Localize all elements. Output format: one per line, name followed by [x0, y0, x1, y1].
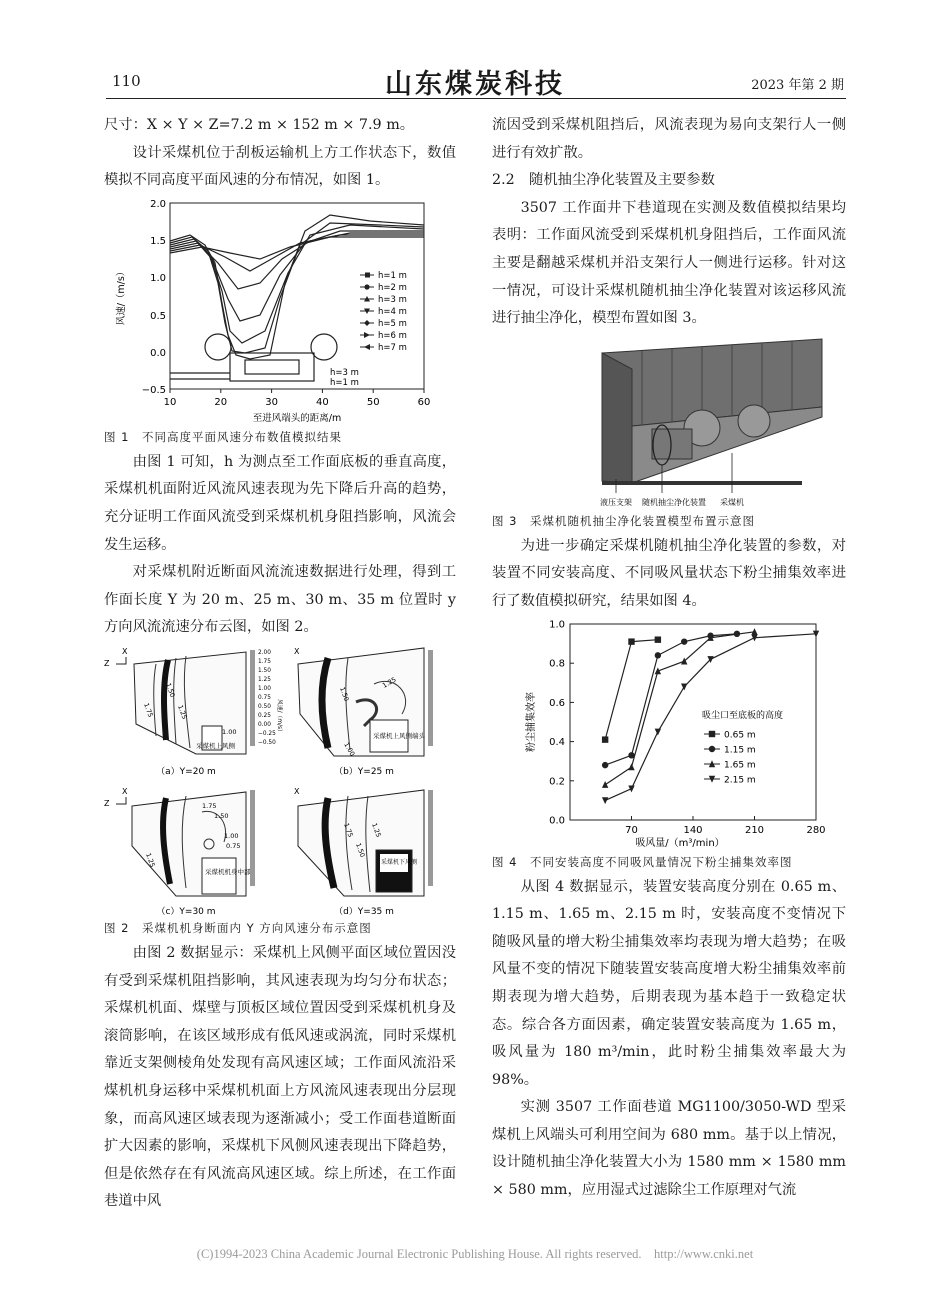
- section-heading: 2.2 随机抽尘净化装置及主要参数: [492, 172, 715, 189]
- figure-4-caption: 图 4 不同安装高度不同吸风量情况下粉尘捕集效率图: [492, 854, 793, 869]
- fig1-legend-label: h=5 m: [378, 318, 407, 329]
- fig1-x-ticks: [170, 389, 424, 393]
- fig1-legend-label: h=4 m: [378, 306, 407, 317]
- fig1-legend-label: h=6 m: [378, 330, 407, 341]
- fig2-contour-label: 1.75: [142, 701, 155, 719]
- fig4-legend-label: 1.15 m: [724, 745, 756, 756]
- fig4-y-axis-label: 粉尘捕集效率: [526, 691, 537, 752]
- fig2-colorbar-tick: 0.25: [258, 712, 271, 719]
- fig4-legend-marker: [709, 730, 715, 736]
- fig4-x-axis-label: 吸风量/（m³/min）: [635, 837, 725, 849]
- fig2-contour-label: 1.25: [176, 703, 189, 721]
- fig1-x-tick-label: 60: [417, 396, 431, 408]
- fig2-contour-label: 1.50: [214, 811, 229, 820]
- copyright-footer: (C)1994-2023 China Academic Journal Electronic Publishing House. All rights reserved. http://www.cnki.net: [196, 1247, 754, 1261]
- fig2-contour-label: 1.25: [381, 675, 398, 690]
- fig1-y-tick-label: 1.5: [150, 235, 166, 247]
- fig2-panel-d: [294, 787, 433, 917]
- paragraph: 对采煤机附近断面风流流速数据进行处理，得到工作面长度 Y 为 20 m、25 m、30 m、35 m 位置时 y 方向风流流速分布云图，如图 2。: [104, 564, 456, 636]
- fig4-x-tick-label: 140: [683, 824, 703, 836]
- fig1-annotation: h=3 m: [330, 367, 359, 378]
- fig4-y-tick-label: 1.0: [549, 619, 565, 631]
- fig1-y-tick-label: 0.0: [150, 347, 166, 359]
- fig1-x-tick-label: 50: [366, 396, 380, 408]
- fig4-legend-marker: [709, 745, 715, 751]
- fig2-panel-label: （c）Y=30 m: [156, 906, 216, 917]
- fig2-colorbar: [250, 650, 284, 746]
- issue-label: 2023 年第 2 期: [751, 78, 844, 93]
- right-column: [492, 112, 846, 1205]
- fig4-y-tick-label: 0.8: [549, 658, 565, 670]
- fig1-legend-label: h=2 m: [378, 282, 407, 293]
- figure-2-caption: 图 2 采煤机机身断面内 Y 方向风速分布示意图: [104, 920, 372, 935]
- paragraph: 由图 2 数据显示：采煤机上风侧平面区域位置因没有受到采煤机阻挡影响，其风速表现为均匀分布状态；采煤机机面、煤壁与顶板区域位置因受到采煤机机身及滚筒影响，在该区域形成有低风速或涡流，同时采煤机靠近支架侧棱角处发现有高风速区域；工作面风流沿采煤机机身运移中采煤机机面上方风流风速表现出分层现象，而高风速区域表现为逐渐减小；受工作面巷道断面扩大因素的影响，采煤机下风侧风速表现出下降趋势，但是依然存在有风流高风速区域。综上所述，在工作面巷道中风: [104, 944, 456, 1210]
- header-rule: [106, 98, 846, 99]
- fig2-contour-label: 1.75: [202, 801, 217, 810]
- fig2-contour-label: 0.75: [226, 841, 241, 850]
- fig2-colorbar-tick: 1.00: [258, 685, 271, 692]
- fig2-contour-label: 1.50: [338, 685, 351, 703]
- fig4-data-point: [628, 638, 634, 644]
- fig4-data-point: [655, 728, 661, 735]
- fig4-data-point: [602, 781, 608, 788]
- fig2-panel-label: （d）Y=35 m: [334, 906, 394, 917]
- fig2-panel-label: （a）Y=20 m: [156, 766, 216, 777]
- fig2-panel-note: 采煤机上风侧: [196, 741, 235, 750]
- fig1-x-tick-label: 20: [214, 396, 228, 408]
- fig4-series-line-0: [605, 639, 658, 739]
- fig3-model: [602, 339, 822, 485]
- left-column: [104, 112, 456, 1216]
- fig2-contour-label: 1.00: [224, 831, 239, 840]
- fig4-y-tick-label: 0.0: [549, 815, 565, 827]
- fig2-colorbar-tick: 1.75: [258, 658, 271, 665]
- fig1-legend-label: h=1 m: [378, 270, 407, 281]
- fig4-y-tick-label: 0.2: [549, 775, 565, 787]
- fig4-data-point: [681, 638, 687, 644]
- page-number: 110: [112, 72, 141, 90]
- paragraph: 尺寸：X × Y × Z=7.2 m × 152 m × 7.9 m。: [104, 117, 415, 133]
- fig2-panel-c: [104, 787, 255, 917]
- fig4-data-point: [628, 785, 634, 792]
- fig2-contour-label: 1.50: [164, 681, 177, 699]
- fig2-contour-label: 1.00: [222, 727, 237, 736]
- fig2-colorbar-tick: 1.25: [258, 676, 271, 683]
- fig2-colorbar-tick: 0.50: [258, 703, 271, 710]
- fig4-x-tick-label: 280: [806, 824, 826, 836]
- fig1-annotation: h=1 m: [330, 377, 359, 388]
- figure-3-caption: 图 3 采煤机随机抽尘净化装置模型布置示意图: [492, 513, 755, 528]
- figure-2: [104, 642, 456, 920]
- fig2-axis-x: X: [294, 646, 300, 656]
- fig2-panel-note: 采煤机下风侧: [381, 858, 418, 866]
- fig4-y-tick-label: 0.4: [549, 736, 565, 748]
- fig4-legend-label: 2.15 m: [724, 775, 756, 786]
- fig3-label: 液压支架: [600, 497, 632, 507]
- fig2-colorbar-tick: 0.00: [258, 721, 271, 728]
- fig2-axis-x: X: [122, 646, 128, 656]
- fig4-series-line-1: [605, 633, 737, 764]
- fig1-x-tick-label: 30: [265, 396, 278, 408]
- journal-title: 山东煤炭科技: [385, 69, 565, 100]
- fig4-x-tick-label: 210: [744, 824, 765, 836]
- fig2-contour-label: 1.00: [342, 740, 357, 758]
- paragraph: 为进一步确定采煤机随机抽尘净化装置的参数，对装置不同安装高度、不同吸风量状态下粉尘捕集效率进行了数值模拟研究，结果如图 4。: [492, 537, 846, 609]
- fig4-legend-title: 吸尘口至底板的高度: [702, 710, 784, 721]
- fig4-data-point: [602, 761, 608, 767]
- fig1-y-tick-label: 1.0: [150, 272, 166, 284]
- fig2-colorbar-tick: −0.25: [258, 730, 276, 737]
- fig4-data-point: [655, 636, 661, 642]
- fig2-panel-b: [294, 647, 433, 777]
- fig2-axis-x: X: [122, 786, 128, 796]
- figure-1-caption: 图 1 不同高度平面风速分布数值模拟结果: [104, 429, 342, 444]
- figure-4-chart: [492, 616, 846, 854]
- fig2-panel-note: 采煤机机身中部: [205, 867, 251, 876]
- fig2-contour-label: 1.50: [354, 841, 367, 859]
- fig2-panel-a: [104, 647, 284, 777]
- figure-1: [104, 195, 456, 427]
- fig2-axis-z: Z: [104, 798, 110, 808]
- fig2-colorbar-tick: 2.00: [258, 649, 271, 656]
- paragraph: 3507 工作面井下巷道现在实测及数值模拟结果均表明：工作面风流受到采煤机机身阻挡后，工作面风流主要是翻越采煤机并沿支架行人一侧进行运移。针对这一情况，可设计采煤机随机抽尘净化装置对该运移风流进行抽尘净化，模型布置如图 3。: [492, 199, 846, 327]
- fig2-colorbar-tick: −0.50: [258, 739, 276, 746]
- paragraph: 流因受到采煤机阻挡后，风流表现为易向支架行人一侧进行有效扩散。: [492, 117, 846, 161]
- paragraph: 实测 3507 工作面巷道 MG1100/3050-WD 型采煤机上风端头可利用空间为 680 mm。基于以上情况，设计随机抽尘净化装置大小为 1580 mm × 1580 mm × 580 mm，应用湿式过滤除尘工作原理对气流: [492, 1099, 846, 1199]
- fig4-legend-label: 0.65 m: [724, 730, 756, 741]
- fig4-y-tick-label: 0.6: [549, 697, 565, 709]
- fig1-y-tick-label: −0.5: [141, 384, 166, 396]
- fig4-data-point: [655, 652, 661, 658]
- fig2-axis-z: Z: [104, 658, 110, 668]
- fig1-shearer-sketch: [170, 334, 337, 381]
- fig1-x-tick-label: 10: [163, 396, 177, 408]
- paragraph: 设计采煤机位于刮板运输机上方工作状态下，数值模拟不同高度平面风速的分布情况，如图 1。: [104, 144, 456, 189]
- figure-3: [492, 333, 846, 511]
- fig1-legend-label: h=3 m: [378, 294, 407, 305]
- fig2-colorbar-tick: 0.75: [258, 694, 271, 701]
- fig3-label: 随机抽尘净化装置: [642, 497, 706, 507]
- fig4-data-point: [602, 736, 608, 742]
- paragraph: 从图 4 数据显示，装置安装高度分别在 0.65 m、1.15 m、1.65 m、2.15 m 时，安装高度不变情况下随吸风量的增大粉尘捕集效率均表现为增大趋势；在吸风量不变的情况下随装置安装高度增大粉尘捕集效率前期表现为增大趋势，后期表现为基本趋于一致稳定状态。综合各方面因素，确定装置安装高度为 1.65 m，吸风量为 180 m³/min，此时粉尘捕集效率最大为 98%。: [492, 878, 846, 1088]
- fig2-panel-label: （b）Y=25 m: [334, 766, 394, 777]
- fig2-colorbar-label: 风速/（m/s）: [276, 698, 282, 735]
- fig4-x-tick-label: 70: [625, 824, 638, 836]
- fig1-y-tick-label: 2.0: [150, 198, 166, 210]
- fig4-data-point: [602, 797, 608, 804]
- fig1-y-tick-label: 0.5: [150, 310, 166, 322]
- fig2-panel-note: 采煤机上风侧端头: [373, 731, 425, 740]
- fig2-colorbar-tick: 1.50: [258, 667, 271, 674]
- fig2-contour-label: 1.25: [370, 821, 383, 839]
- fig4-legend-label: 1.65 m: [724, 760, 756, 771]
- fig1-y-axis-label: 风速/（m/s）: [116, 266, 127, 326]
- paragraph: 由图 1 可知，h 为测点至工作面底板的垂直高度，采煤机机面附近风流风速表现为先下降后升高的趋势，充分证明工作面风流受到采煤机机身阻挡影响，风流会发生运移。: [104, 453, 456, 553]
- fig3-label: 采煤机: [720, 497, 744, 507]
- fig2-axis-x: X: [294, 786, 300, 796]
- fig2-contour-label: 1.75: [342, 821, 355, 839]
- fig1-legend: [360, 271, 407, 353]
- fig1-legend-label: h=7 m: [378, 342, 407, 353]
- fig1-x-tick-label: 40: [316, 396, 329, 408]
- fig1-curve-h7: [170, 237, 424, 259]
- fig4-data-point: [628, 763, 634, 770]
- fig1-x-axis-label: 至进风端头的距离/m: [252, 412, 342, 424]
- fig2-contour-label: 1.25: [144, 851, 157, 869]
